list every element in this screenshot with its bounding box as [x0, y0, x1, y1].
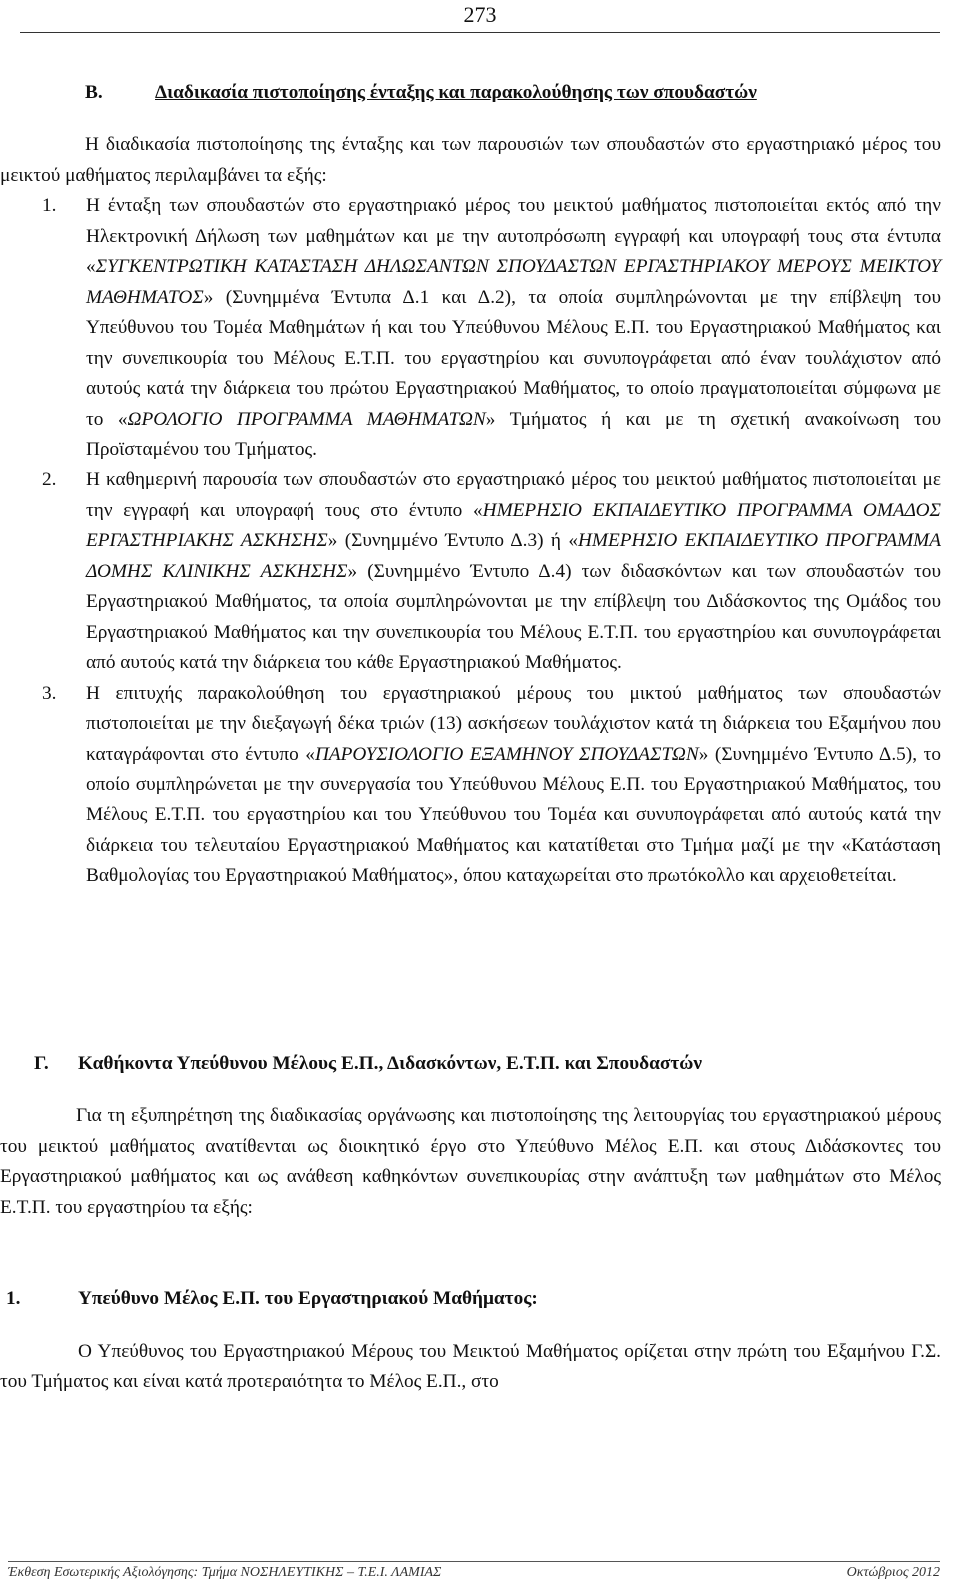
section-b-list	[0, 191, 941, 891]
form-name: ΗΜΕΡΗΣΙΟ ΕΚΠΑΙΔΕΥΤΙΚΟ ΠΡΟΓΡΑΜΜΑ ΔΟΜΗΣ ΚΛΙΝΙΚΗΣ ΑΣΚΗΣΗΣ	[86, 530, 942, 582]
header-rule	[20, 32, 940, 33]
section-g-letter: Γ.	[34, 1052, 49, 1074]
form-name: ΠΑΡΟΥΣΙΟΛΟΓΙΟ ΕΞΑΜΗΝΟΥ ΣΠΟΥΔΑΣΤΩΝ	[314, 743, 699, 765]
list-item-text	[86, 465, 941, 678]
footer-rule	[8, 1561, 940, 1562]
section-g-heading	[0, 1049, 941, 1079]
text-run: » (Συνημμένο Έντυπο Δ.4) των διδασκόντων και των σπουδαστών του Εργαστηριακού Μαθήματος, τα οποία συμπληρώνονται με την επίβλεψη του Διδάσκοντος της Ομάδος του Εργαστηριακού Μαθήματος και την συνεπικουρία του Μέλους Ε.Τ.Π. του εργαστηρίου και συνυπογράφεται από αυτούς κατά την διάρκεια του κάθε Εργαστηριακού Μαθήματος.	[86, 560, 941, 674]
list-item-number: 3.	[42, 682, 57, 704]
footer-date: Οκτώβριος 2012	[846, 1565, 940, 1580]
list-item	[0, 465, 941, 678]
subsection-1-heading	[0, 1284, 941, 1314]
page-number: 273	[463, 2, 497, 27]
section-g-paragraph: Για τη εξυπηρέτηση της διαδικασίας οργάνωσης και πιστοποίησης της λειτουργίας του εργαστηριακού μέρους του μεικτού μαθήματος ανατίθενται ως διοικητικό έργο στο Υπεύθυνο Μέλος Ε.Π. και στους Διδάσκοντες του Εργαστηριακού μαθήματος και ως ανάθεση καθηκόντων συνεπικουρίας στην ανάπτυξη των μαθημάτων στο Μέλος Ε.Τ.Π. του εργαστηρίου τα εξής:	[0, 1105, 941, 1218]
form-name: ΗΜΕΡΗΣΙΟ ΕΚΠΑΙΔΕΥΤΙΚΟ ΠΡΟΓΡΑΜΜΑ ΟΜΑΔΟΣ ΕΡΓΑΣΤΗΡΙΑΚΗΣ ΑΣΚΗΣΗΣ	[86, 499, 941, 552]
list-item-text	[86, 191, 941, 465]
section-b-heading	[0, 78, 941, 108]
list-item-number: 1.	[42, 195, 57, 217]
text-run: » Τμήματος ή και με τη σχετική ανακοίνωση του Προϊσταμένου του Τμήματος.	[86, 408, 941, 460]
text-run: » (Συνημμένο Έντυπο Δ.5), το οποίο συμπληρώνεται με την συνεργασία του Υπεύθυνου Μέλους Ε.Π. του Εργαστηριακού Μαθήματος, του Μέλους Ε.Τ.Π. του εργαστηρίου και του Υπεύθυνου του Τομέα και συνυπογράφεται από αυτούς κατά την διάρκεια του τελευταίου Εργαστηριακού Μαθήματος και κατατίθεται στο Τμήμα μαζί με την «Κατάσταση Βαθμολογίας του Εργαστηριακού Μαθήματος», όπου καταχωρείται στο πρωτόκολλο και αρχειοθετείται.	[86, 743, 941, 887]
subsection-1-paragraph: Ο Υπεύθυνος του Εργαστηριακού Μέρους του Μεικτού Μαθήματος ορίζεται στην πρώτη του Εξαμήνου Γ.Σ. του Τμήματος και είναι κατά προτεραιότητα το Μέλος Ε.Π., στο	[0, 1340, 941, 1392]
form-name: ΣΥΓΚΕΝΤΡΩΤΙΚΗ ΚΑΤΑΣΤΑΣΗ ΔΗΛΩΣΑΝΤΩΝ ΣΠΟΥΔΑΣΤΩΝ ΕΡΓΑΣΤΗΡΙΑΚΟΥ ΜΕΡΟΥΣ ΜΕΙΚΤΟΥ ΜΑΘΗΜΑΤΟΣ	[86, 256, 941, 308]
list-item-text	[86, 679, 941, 892]
subsection-1-title: Υπεύθυνο Μέλος Ε.Π. του Εργαστηριακού Μαθήματος:	[78, 1288, 538, 1310]
text-run: » (Συνημμένα Έντυπα Δ.1 και Δ.2), τα οποία συμπληρώνονται με την επίβλεψη του Υπεύθυνου του Τομέα Μαθημάτων ή και του Υπεύθυνου Μέλους Ε.Π. του Εργαστηριακού Μαθήματος και την συνεπικουρία του Μέλους Ε.Τ.Π. του εργαστηρίου και συνυπογράφεται από έναν τουλάχιστον από αυτούς κατά την διάρκεια του πρώτου Εργαστηριακού Μαθήματος, το οποίο πραγματοποιείται σύμφωνα με το «	[86, 286, 941, 430]
page-footer	[8, 1565, 940, 1581]
section-g-title: Καθήκοντα Υπεύθυνου Μέλους Ε.Π., Διδασκόντων, Ε.Τ.Π. και Σπουδαστών	[78, 1052, 702, 1074]
list-item	[0, 191, 941, 465]
list-item-number: 2.	[42, 469, 57, 491]
section-b-letter: Β.	[85, 82, 103, 103]
text-run: Η καθημερινή παρουσία των σπουδαστών στο εργαστηριακό μέρος του μεικτού μαθήματος πιστοποιείται με την εγγραφή και υπογραφή τους στο έντυπο «	[86, 469, 941, 521]
subsection-1-number: 1.	[6, 1288, 21, 1310]
form-name: ΩΡΟΛΟΓΙΟ ΠΡΟΓΡΑΜΜΑ ΜΑΘΗΜΑΤΩΝ	[127, 408, 486, 430]
section-b-intro: Η διαδικασία πιστοποίησης της ένταξης και των παρουσιών των σπουδαστών στο εργαστηριακό μέρος του μεικτού μαθήματος περιλαμβάνει τα εξής:	[0, 134, 941, 186]
text-run: » (Συνημμένο Έντυπο Δ.3) ή «	[327, 530, 578, 552]
section-b-title: Διαδικασία πιστοποίησης ένταξης και παρακολούθησης των σπουδαστών	[155, 82, 757, 103]
footer-left-text: Έκθεση Εσωτερικής Αξιολόγησης: Τμήμα ΝΟΣΗΛΕΥΤΙΚΗΣ – Τ.Ε.Ι. ΛΑΜΙΑΣ	[8, 1565, 442, 1580]
document-body	[0, 78, 941, 1397]
list-item	[0, 679, 941, 892]
text-run: Η ένταξη των σπουδαστών στο εργαστηριακό μέρος του μεικτού μαθήματος πιστοποιείται εκτός από την Ηλεκτρονική Δήλωση των μαθημάτων και με την αυτοπρόσωπη εγγραφή και υπογραφή τους στα έντυπα «	[86, 195, 941, 278]
text-run: Η επιτυχής παρακολούθηση του εργαστηριακού μέρους του μικτού μαθήματος των σπουδαστών πιστοποιείται με την διεξαγωγή δέκα τριών (13) ασκήσεων τουλάχιστον κατά τη διάρκεια του Εξαμήνου που καταγράφονται στο έντυπο «	[86, 682, 941, 765]
